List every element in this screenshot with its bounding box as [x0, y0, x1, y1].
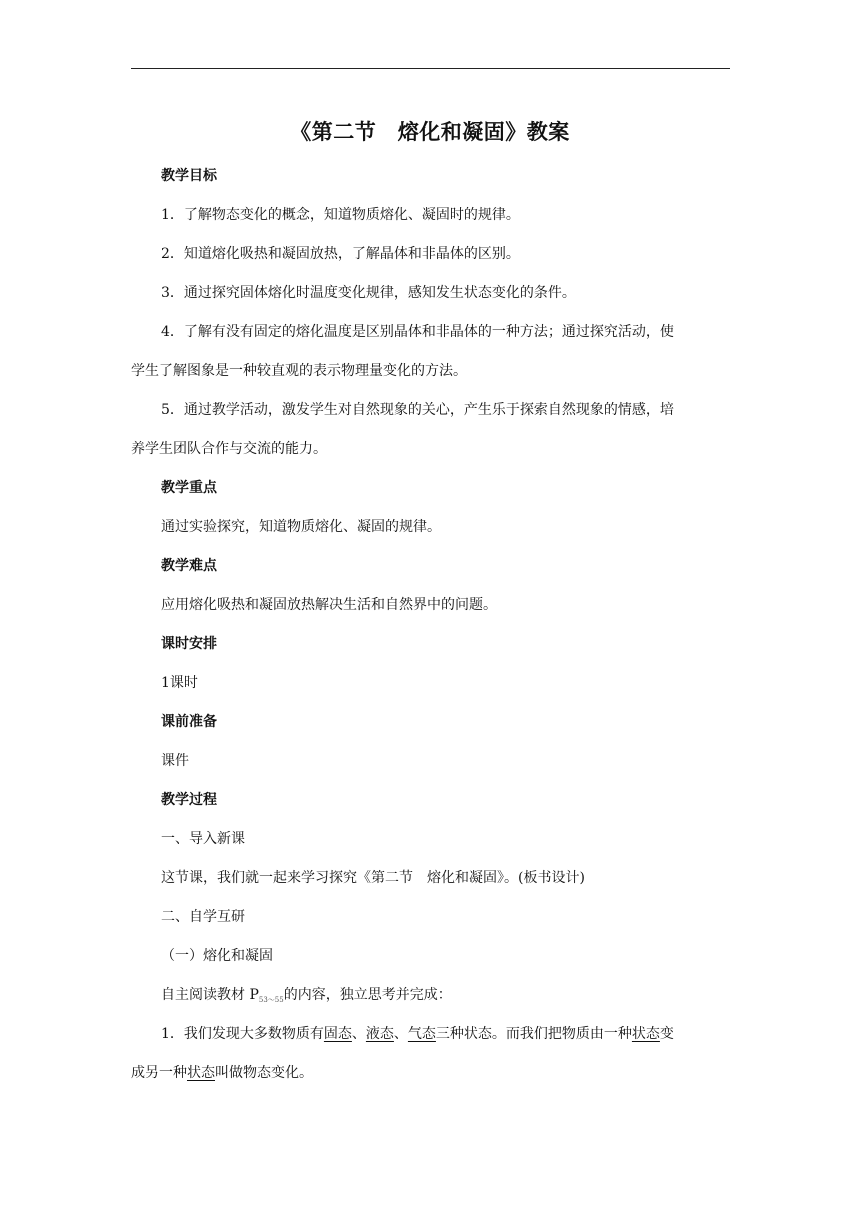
- objective-item: 4．了解有没有固定的熔化温度是区别晶体和非晶体的一种方法；通过探究活动，使: [161, 324, 674, 340]
- question-text: 三种状态。而我们把物质由一种: [435, 1026, 632, 1042]
- answer-blank: 状态: [631, 1026, 660, 1042]
- process-subsection-title: （一）熔化和凝固: [161, 948, 273, 964]
- objective-item-continued: 养学生团队合作与交流的能力。: [131, 441, 327, 457]
- objectives-heading: 教学目标: [161, 168, 217, 184]
- answer-blank: 气态: [407, 1026, 436, 1042]
- difficulties-heading: 教学难点: [161, 558, 217, 574]
- schedule-heading: 课时安排: [161, 636, 217, 652]
- objective-item: 3．通过探究固体熔化时温度变化规律，感知发生状态变化的条件。: [161, 285, 576, 301]
- answer-blank: 状态: [187, 1065, 215, 1081]
- key-points-text: 通过实验探究，知道物质熔化、凝固的规律。: [161, 519, 441, 535]
- objective-item: 5．通过教学活动，激发学生对自然现象的关心，产生乐于探索自然现象的情感，培: [161, 402, 674, 418]
- key-points-heading: 教学重点: [161, 480, 217, 496]
- separator: 、: [351, 1026, 366, 1042]
- header-rule: [131, 68, 730, 69]
- reading-suffix: 的内容，独立思考并完成：: [283, 987, 452, 1003]
- answer-blank: 固态: [323, 1026, 352, 1042]
- question-text: 叫做物态变化。: [215, 1065, 313, 1081]
- question-text: 1．我们发现大多数物质有: [161, 1026, 324, 1042]
- process-step-title: 一、导入新课: [161, 831, 245, 847]
- preparation-heading: 课前准备: [161, 714, 217, 730]
- reading-instruction: [161, 985, 731, 1010]
- process-step-text: 这节课，我们就一起来学习探究《第二节 熔化和凝固》。(板书设计): [161, 870, 585, 886]
- process-step-title: 二、自学互研: [161, 909, 245, 925]
- objective-item: 2．知道熔化吸热和凝固放热，了解晶体和非晶体的区别。: [161, 246, 520, 262]
- separator: 、: [393, 1026, 408, 1042]
- reading-prefix: 自主阅读教材 P: [161, 987, 259, 1003]
- document-title: 《第二节 熔化和凝固》教案: [290, 120, 570, 144]
- question-1-text: [161, 1024, 674, 1044]
- question-text: 成另一种: [131, 1065, 187, 1081]
- question-1-line-1: [161, 1024, 731, 1044]
- schedule-text: 1课时: [161, 675, 198, 691]
- preparation-text: 课件: [161, 753, 189, 769]
- objective-item: 1．了解物态变化的概念，知道物质熔化、凝固时的规律。: [161, 207, 520, 223]
- difficulties-text: 应用熔化吸热和凝固放热解决生活和自然界中的问题。: [161, 597, 497, 613]
- process-heading: 教学过程: [161, 792, 217, 808]
- question-text: 变: [659, 1026, 674, 1042]
- answer-blank: 液态: [365, 1026, 394, 1042]
- reading-pages: 53～55: [258, 996, 284, 1004]
- question-1-line-2: [131, 1063, 731, 1083]
- objective-item-continued: 学生了解图象是一种较直观的表示物理量变化的方法。: [131, 363, 467, 379]
